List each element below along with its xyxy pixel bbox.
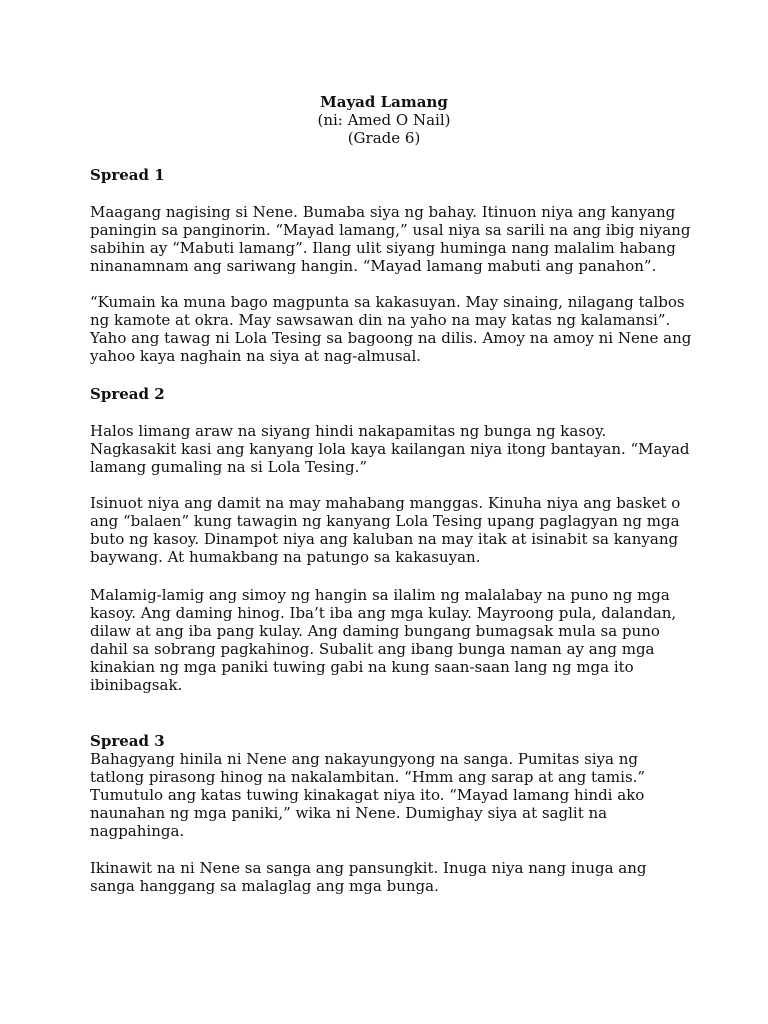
paragraph-line: yahoo kaya naghain na siya at nag-almusal.: [90, 347, 422, 365]
paragraph-line: sabihin ay “Mabuti lamang”. Ilang ulit siyang huminga nang malalim habang: [90, 239, 676, 257]
paragraph-line: ibinibagsak.: [90, 676, 183, 694]
spread-2-paragraph-2: [90, 494, 690, 566]
spread-2-heading: Spread 2: [90, 385, 165, 403]
paragraph-line: Malamig-lamig ang simoy ng hangin sa ilalim ng malalabay na puno ng mga: [90, 586, 670, 604]
paragraph-line: ninanamnam ang sariwang hangin. “Mayad lamang mabuti ang panahon”.: [90, 257, 657, 275]
paragraph-line: lamang gumaling na si Lola Tesing.”: [90, 458, 368, 476]
spread-1-paragraph-2: [90, 293, 690, 365]
paragraph-line: baywang. At humakbang na patungo sa kakasuyan.: [90, 548, 481, 566]
paragraph-line: kinakian ng mga paniki tuwing gabi na kung saan-saan lang ng mga ito: [90, 658, 634, 676]
paragraph-line: Yaho ang tawag ni Lola Tesing sa bagoong na dilis. Amoy na amoy ni Nene ang: [90, 329, 692, 347]
paragraph-line: “Kumain ka muna bago magpunta sa kakasuyan. May sinaing, nilagang talbos: [90, 293, 685, 311]
document-header: [0, 93, 768, 147]
paragraph-line: sanga hanggang sa malaglag ang mga bunga.: [90, 877, 439, 895]
story-title: Mayad Lamang: [320, 93, 448, 111]
spread-3-paragraph-1: [90, 750, 690, 840]
paragraph-line: Maagang nagising si Nene. Bumaba siya ng bahay. Itinuon niya ang kanyang: [90, 203, 676, 221]
spread-1-heading: Spread 1: [90, 166, 165, 184]
paragraph-line: naunahan ng mga paniki,” wika ni Nene. Dumighay siya at saglit na: [90, 804, 608, 822]
spread-3-paragraph-2: [90, 859, 690, 895]
paragraph-line: kasoy. Ang daming hinog. Iba’t iba ang mga kulay. Mayroong pula, dalandan,: [90, 604, 677, 622]
paragraph-line: Bahagyang hinila ni Nene ang nakayungyong na sanga. Pumitas siya ng: [90, 750, 639, 768]
paragraph-line: paningin sa panginorin. “Mayad lamang,” usal niya sa sarili na ang ibig niyang: [90, 221, 691, 239]
paragraph-line: ng kamote at okra. May sawsawan din na yaho na may katas ng kalamansi”.: [90, 311, 671, 329]
paragraph-line: Nagkasakit kasi ang kanyang lola kaya kailangan niya itong bantayan. “Mayad: [90, 440, 690, 458]
spread-3-heading: Spread 3: [90, 732, 165, 750]
paragraph-line: Tumutulo ang katas tuwing kinakagat niya ito. “Mayad lamang hindi ako: [90, 786, 645, 804]
paragraph-line: dilaw at ang iba pang kulay. Ang daming bungang bumagsak mula sa puno: [90, 622, 660, 640]
story-grade: (Grade 6): [347, 129, 421, 147]
paragraph-line: nagpahinga.: [90, 822, 185, 840]
spread-2-paragraph-3: [90, 586, 690, 694]
paragraph-line: tatlong pirasong hinog na nakalambitan. “Hmm ang sarap at ang tamis.”: [90, 768, 646, 786]
paragraph-line: Halos limang araw na siyang hindi nakapamitas ng bunga ng kasoy.: [90, 422, 607, 440]
paragraph-line: ang “balaen” kung tawagin ng kanyang Lola Tesing upang paglagyan ng mga: [90, 512, 680, 530]
story-author: (ni: Amed O Nail): [317, 111, 451, 129]
spread-1-paragraph-1: [90, 203, 690, 275]
paragraph-line: dahil sa sobrang pagkahinog. Subalit ang ibang bunga naman ay ang mga: [90, 640, 655, 658]
paragraph-line: buto ng kasoy. Dinampot niya ang kaluban na may itak at isinabit sa kanyang: [90, 530, 679, 548]
paragraph-line: Ikinawit na ni Nene sa sanga ang pansungkit. Inuga niya nang inuga ang: [90, 859, 647, 877]
paragraph-line: Isinuot niya ang damit na may mahabang manggas. Kinuha niya ang basket o: [90, 494, 681, 512]
spread-2-paragraph-1: [90, 422, 690, 476]
